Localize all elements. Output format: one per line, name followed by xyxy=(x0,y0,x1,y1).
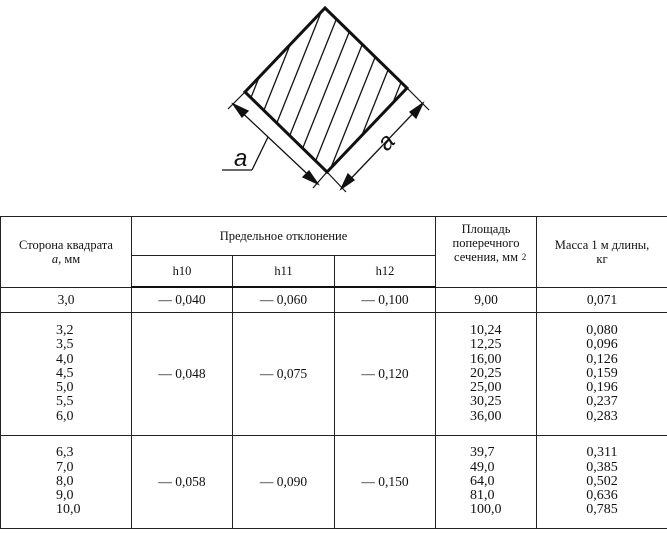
square-section-drawing xyxy=(0,0,667,212)
header-h11: h11 xyxy=(233,256,335,288)
table-row xyxy=(1,313,667,436)
table-row xyxy=(1,436,667,529)
cell-h10: — 0,040 xyxy=(132,287,233,313)
cell-h12: — 0,120 xyxy=(335,313,436,436)
header-h12: h12 xyxy=(335,256,436,288)
cell-side: 6,3 7,0 8,0 9,0 10,0 xyxy=(1,436,132,529)
header-mass: Масса 1 м длины, кг xyxy=(537,217,667,288)
cell-mass: 0,080 0,096 0,126 0,159 0,196 0,237 0,283 xyxy=(537,313,667,436)
cell-h11: — 0,075 xyxy=(233,313,335,436)
cell-area: 9,00 xyxy=(436,287,537,313)
table-row xyxy=(1,287,667,313)
cell-h12: — 0,100 xyxy=(335,287,436,313)
header-h10: h10 xyxy=(132,256,233,288)
cell-h11: — 0,090 xyxy=(233,436,335,529)
dimension-label-left: a xyxy=(234,145,248,172)
cell-area: 39,7 49,0 64,0 81,0 100,0 xyxy=(436,436,537,529)
cell-side: 3,0 xyxy=(1,287,132,313)
cell-h11: — 0,060 xyxy=(233,287,335,313)
cell-mass: 0,071 xyxy=(537,287,667,313)
header-deviation: Предельное отклонение xyxy=(132,217,436,256)
cell-h10: — 0,048 xyxy=(132,313,233,436)
cell-area: 10,24 12,25 16,00 20,25 25,00 30,25 36,00 xyxy=(436,313,537,436)
cell-mass: 0,311 0,385 0,502 0,636 0,785 xyxy=(537,436,667,529)
cell-h12: — 0,150 xyxy=(335,436,436,529)
cell-side: 3,2 3,5 4,0 4,5 5,0 5,5 6,0 xyxy=(1,313,132,436)
dimension-label-right: a xyxy=(371,127,401,157)
header-side: Сторона квадрата a, мм xyxy=(1,217,132,288)
dimensions-table xyxy=(0,216,667,529)
header-area: Площадь поперечного сечения, мм $^2$ xyxy=(436,217,537,288)
cell-h10: — 0,058 xyxy=(132,436,233,529)
